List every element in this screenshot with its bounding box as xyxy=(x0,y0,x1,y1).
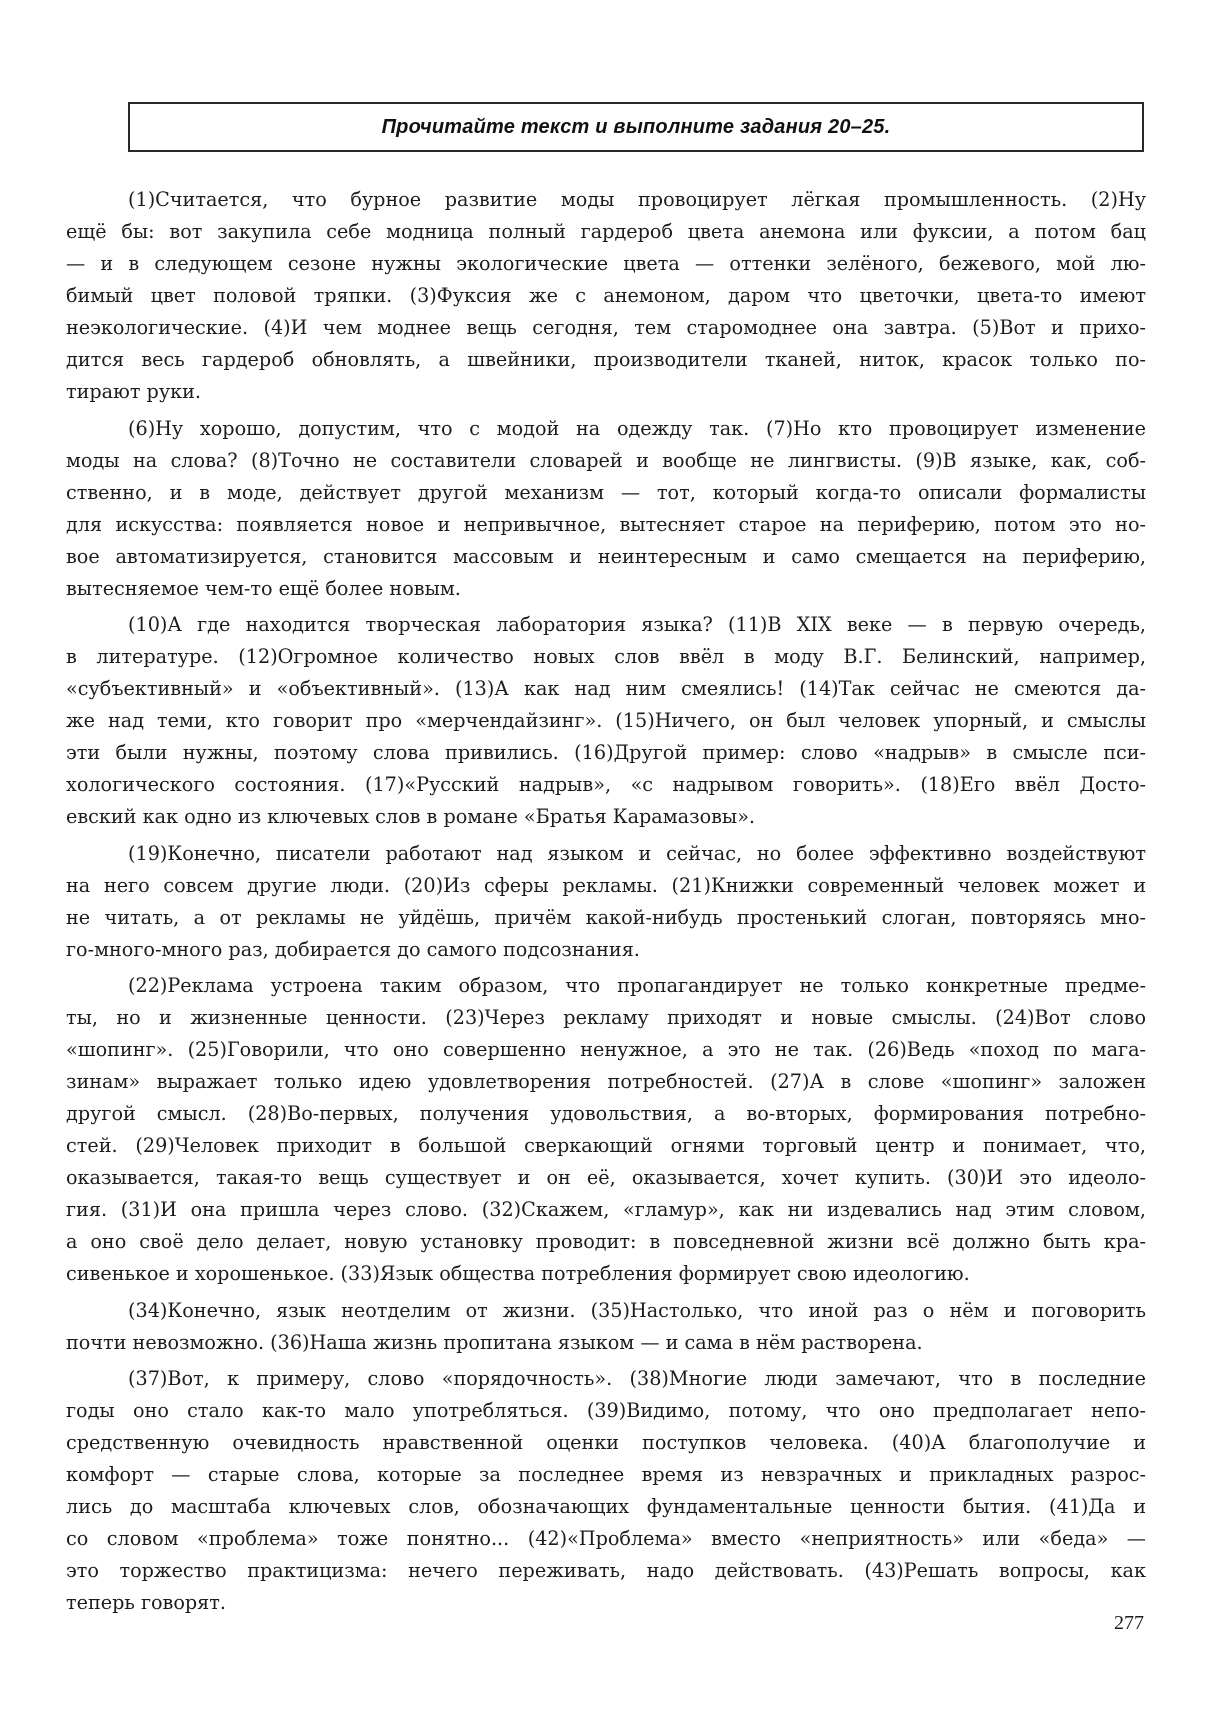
paragraph xyxy=(66,184,1146,408)
text-line: вое автоматизируется, становится массовым и неинтересным и само смещается на периферию, xyxy=(66,544,1146,568)
text-line: со словом «проблема» тоже понятно... (42)«Проблема» вместо «неприятность» или «беда» — xyxy=(66,1527,1146,1550)
text-line: тирают руки. xyxy=(66,380,201,403)
text-line: на него совсем другие люди. (20)Из сферы рекламы. (21)Книжки современный человек может и xyxy=(66,873,1146,897)
text-line: комфорт — старые слова, которые за последнее время из невзрачных и прикладных разрос- xyxy=(66,1463,1146,1486)
paragraph xyxy=(66,838,1146,966)
task-instruction-box xyxy=(128,102,1144,152)
text-line: в литературе. (12)Огромное количество новых слов ввёл в моду В.Г. Белинский, например, xyxy=(66,645,1146,668)
text-line: (37)Вот, к примеру, слово «порядочность». (38)Многие люди замечают, что в последние xyxy=(128,1367,1146,1390)
text-line: (19)Конечно, писатели работают над языком и сейчас, но более эффективно воздействуют xyxy=(128,841,1146,865)
text-line: (10)А где находится творческая лаборатория языка? (11)В XIX веке — в первую очередь, xyxy=(128,613,1146,636)
text-line: (1)Считается, что бурное развитие моды провоцирует лёгкая промышленность. (2)Ну xyxy=(128,188,1146,211)
text-line: а оно своё дело делает, новую установку проводит: в повседневной жизни всё должно быть кра- xyxy=(66,1230,1146,1253)
text-line: ещё бы: вот закупила себе модница полный гардероб цвета анемона или фуксии, а потом бац xyxy=(66,220,1146,243)
text-line: неэкологические. (4)И чем моднее вещь сегодня, тем старомоднее она завтра. (5)Вот и прихо- xyxy=(66,316,1146,339)
text-line: лись до масштаба ключевых слов, обозначающих фундаментальные ценности бытия. (41)Да и xyxy=(66,1495,1146,1518)
task-instruction-title: Прочитайте текст и выполните задания 20–25. xyxy=(381,116,891,138)
text-line: моды на слова? (8)Точно не составители словарей и вообще не лингвисты. (9)В языке, как, соб- xyxy=(66,448,1146,472)
text-line: дится весь гардероб обновлять, а швейники, производители тканей, ниток, красок только по- xyxy=(66,348,1146,371)
text-line: почти невозможно. (36)Наша жизнь пропитана языком — и сама в нём растворена. xyxy=(66,1330,923,1354)
text-line: же над теми, кто говорит про «мерчендайзинг». (15)Ничего, он был человек упорный, и смыслы xyxy=(66,709,1146,732)
page-number: 277 xyxy=(1114,1612,1144,1634)
paragraph xyxy=(66,609,1146,833)
text-line: гия. (31)И она пришла через слово. (32)Скажем, «гламур», как ни издевались над этим словом, xyxy=(66,1198,1146,1221)
text-line: другой смысл. (28)Во-первых, получения удовольствия, а во-вторых, формирования потребно- xyxy=(66,1102,1146,1125)
text-line: ственно, и в моде, действует другой механизм — тот, который когда-то описали формалисты xyxy=(66,480,1146,504)
text-line: вытесняемое чем-то ещё более новым. xyxy=(66,576,461,600)
text-line: го-много-много раз, добирается до самого подсознания. xyxy=(66,937,640,961)
text-line: (6)Ну хорошо, допустим, что с модой на одежду так. (7)Но кто провоцирует изменение xyxy=(128,416,1146,440)
text-line: теперь говорят. xyxy=(66,1591,227,1614)
paragraph xyxy=(66,970,1146,1290)
text-line: для искусства: появляется новое и непривычное, вытесняет старое на периферию, потом это но- xyxy=(66,512,1146,536)
paragraph xyxy=(66,1363,1146,1619)
text-line: годы оно стало как-то мало употребляться. (39)Видимо, потому, что оно предполагает непо- xyxy=(66,1399,1146,1422)
text-line: эти были нужны, поэтому слова привились. (16)Другой пример: слово «надрыв» в смысле пси- xyxy=(66,741,1146,764)
text-line: средственную очевидность нравственной оценки поступков человека. (40)А благополучие и xyxy=(66,1431,1146,1454)
text-line: ты, но и жизненные ценности. (23)Через рекламу приходят и новые смыслы. (24)Вот слово xyxy=(66,1006,1146,1029)
text-line: оказывается, такая-то вещь существует и он её, оказывается, хочет купить. (30)И это идеоло- xyxy=(66,1166,1146,1189)
paragraph xyxy=(66,413,1146,605)
text-line: хологического состояния. (17)«Русский надрыв», «с надрывом говорить». (18)Его ввёл Досто- xyxy=(66,773,1146,796)
text-line: — и в следующем сезоне нужны экологические цвета — оттенки зелёного, бежевого, мой лю- xyxy=(66,252,1146,275)
text-line: не читать, а от рекламы не уйдёшь, причём какой-нибудь простенький слоган, повторяясь мно- xyxy=(66,905,1146,929)
reading-text xyxy=(66,184,1146,1624)
text-line: это торжество практицизма: нечего переживать, надо действовать. (43)Решать вопросы, как xyxy=(66,1559,1146,1582)
text-line: (34)Конечно, язык неотделим от жизни. (35)Настолько, что иной раз о нём и поговорить xyxy=(128,1298,1146,1322)
text-line: сивенькое и хорошенькое. (33)Язык общества потребления формирует свою идеологию. xyxy=(66,1262,970,1285)
paragraph xyxy=(66,1295,1146,1359)
text-line: «шопинг». (25)Говорили, что оно совершенно ненужное, а это не так. (26)Ведь «поход по мага- xyxy=(66,1038,1146,1061)
text-line: стей. (29)Человек приходит в большой сверкающий огнями торговый центр и понимает, что, xyxy=(66,1134,1146,1157)
text-line: бимый цвет половой тряпки. (3)Фуксия же с анемоном, даром что цветочки, цвета-то имеют xyxy=(66,284,1146,307)
text-line: (22)Реклама устроена таким образом, что пропагандирует не только конкретные предме- xyxy=(128,974,1146,997)
text-line: евский как одно из ключевых слов в романе «Братья Карамазовы». xyxy=(66,805,756,828)
text-line: зинам» выражает только идею удовлетворения потребностей. (27)А в слове «шопинг» заложен xyxy=(66,1070,1146,1093)
text-line: «субъективный» и «объективный». (13)А как над ним смеялись! (14)Так сейчас не смеются да- xyxy=(66,677,1146,700)
